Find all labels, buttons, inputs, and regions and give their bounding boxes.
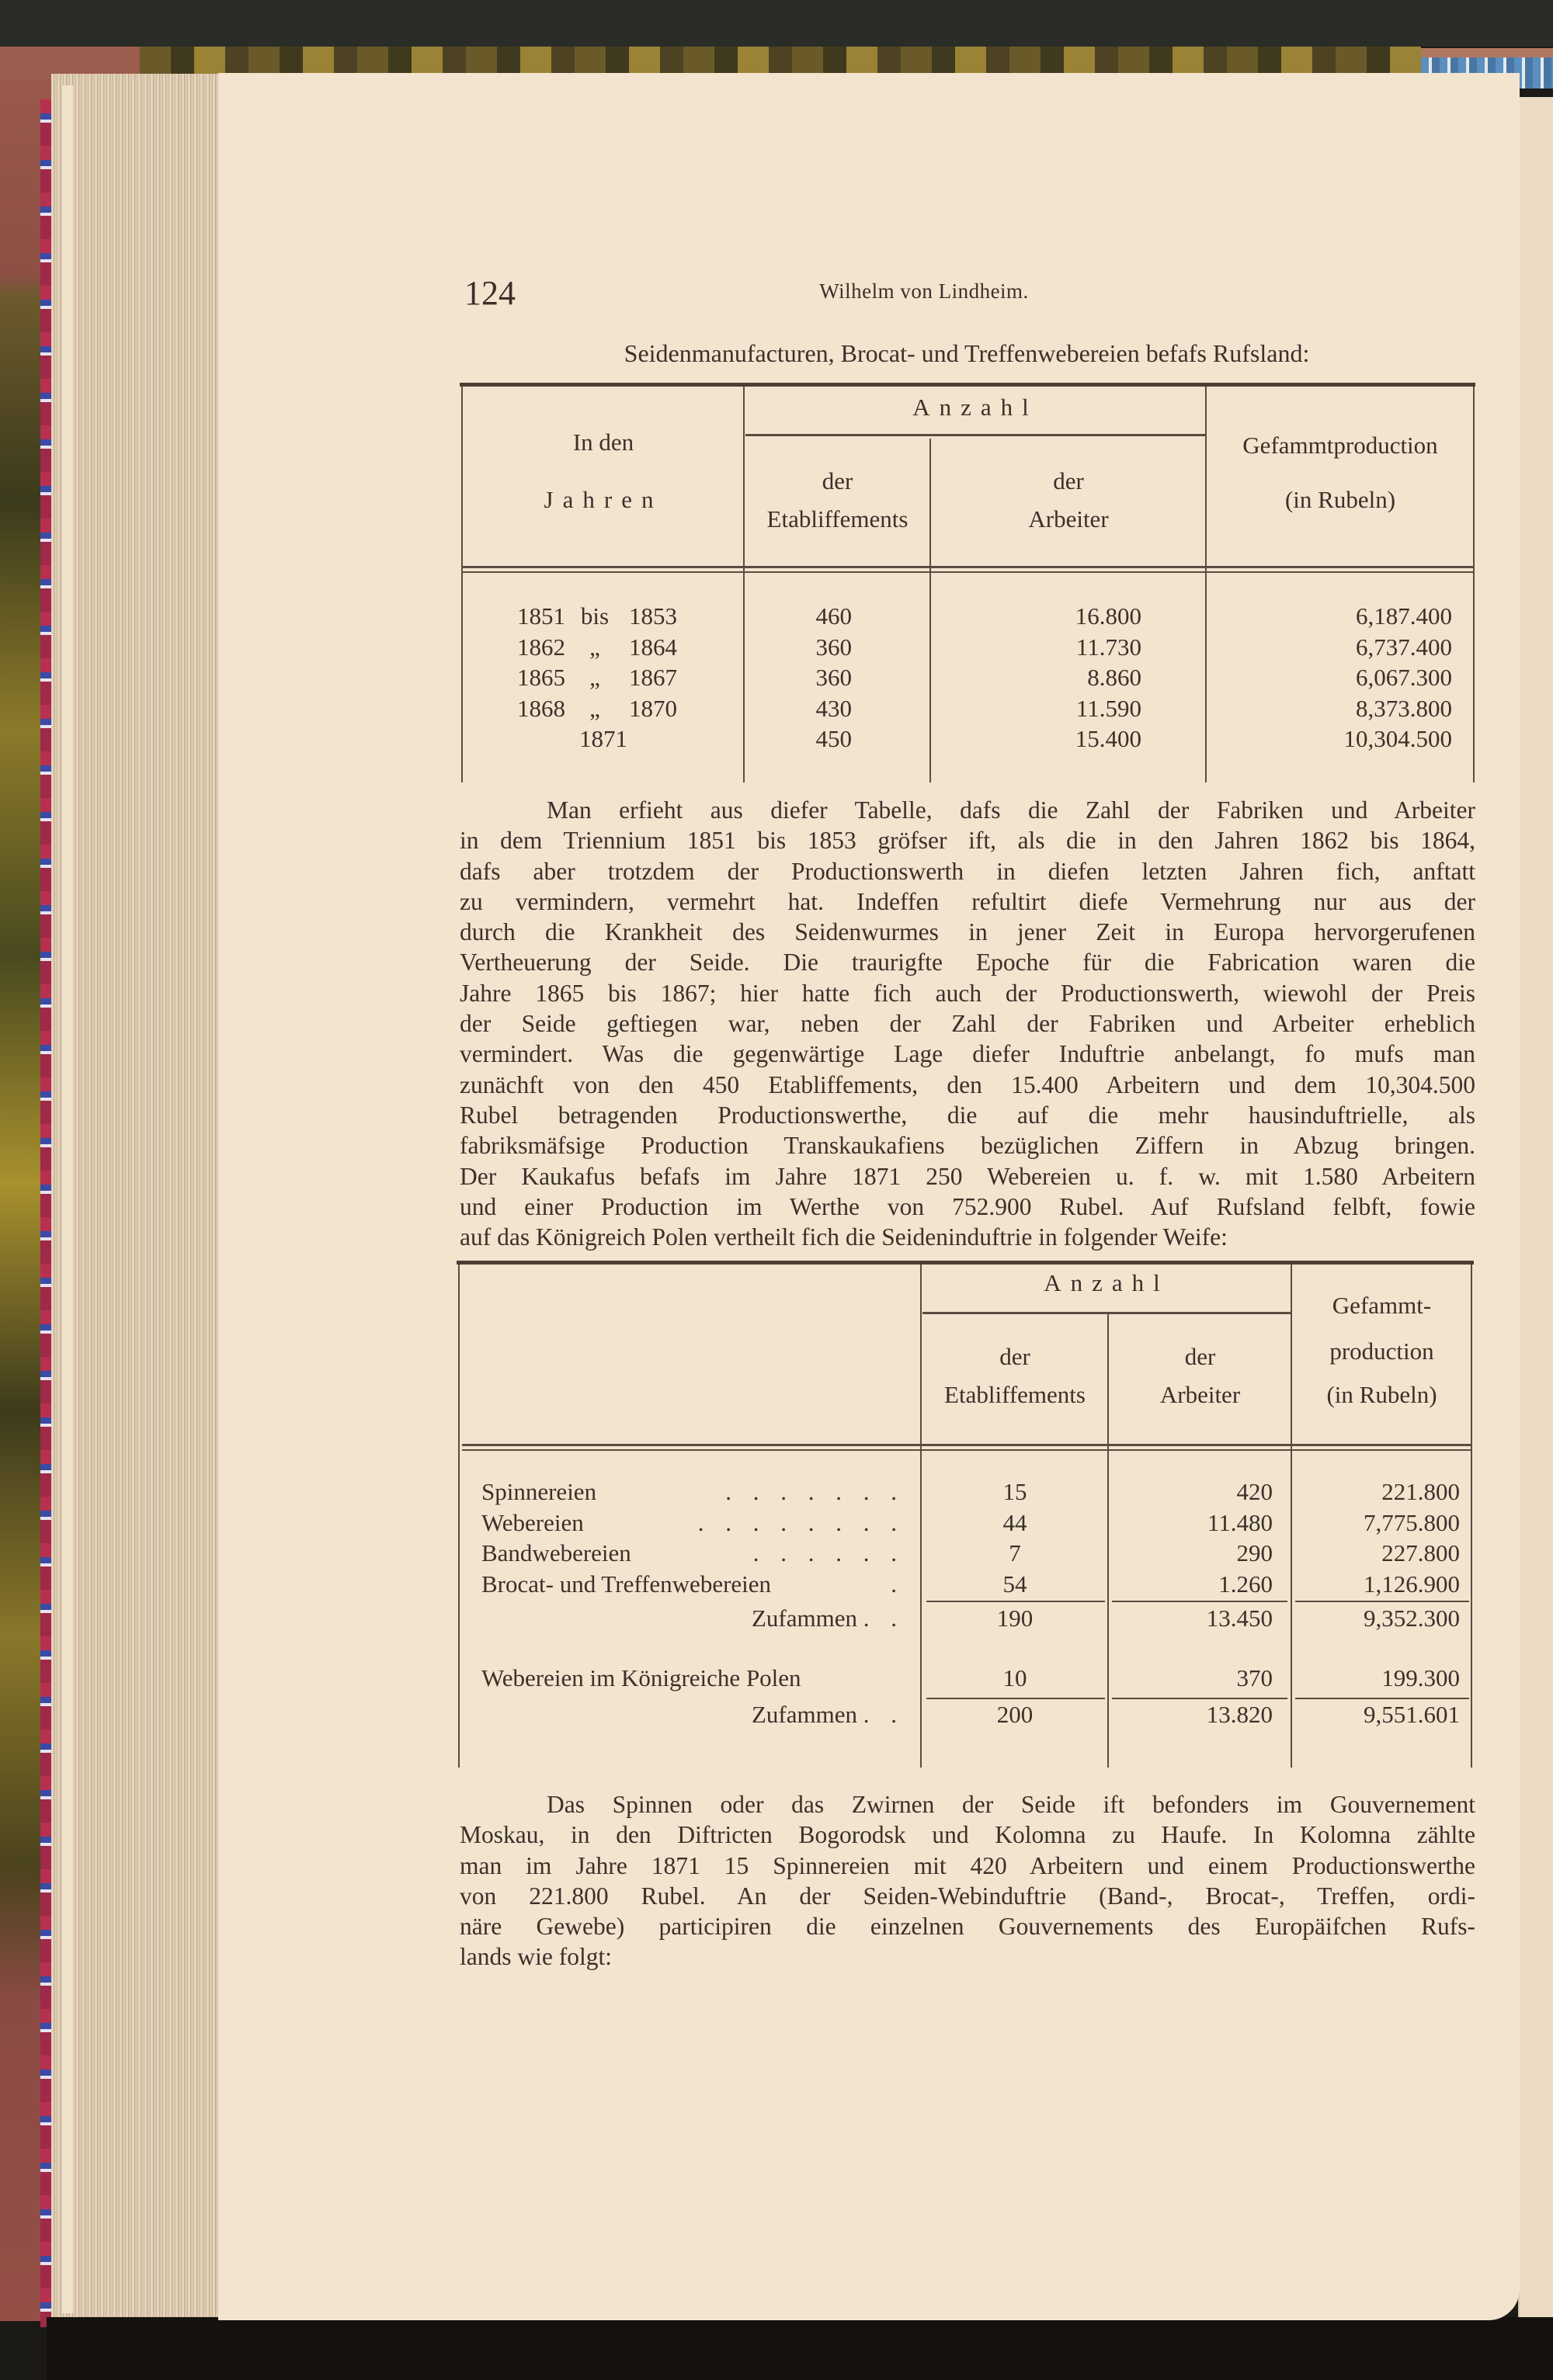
header-production-line1: Gefammtproduction (1242, 432, 1438, 459)
total-rule (1295, 1698, 1469, 1699)
table2-col-divider (1291, 1265, 1292, 1768)
row-production: 9,352.300 (1364, 1605, 1460, 1632)
paragraph-line: Der Kaukafus befafs im Jahre 1871 250 Webereien u. f. w. mit 1.580 Arbeitern (460, 1162, 1475, 1190)
subtotal-rule (1112, 1601, 1287, 1602)
row-production: 9,551.601 (1364, 1701, 1460, 1728)
header-establishments-line2: Etabliffements (766, 505, 909, 533)
header-workers-line1: der (1053, 467, 1084, 494)
row-workers: 13.820 (1206, 1701, 1273, 1728)
row-label-text: Bandwebereien (481, 1539, 631, 1566)
row-workers: 15.400 (1075, 725, 1141, 752)
page-stack-edge (51, 74, 218, 2321)
paragraph-line: in dem Triennium 1851 bis 1853 gröfser ift, als die in den Jahren 1862 bis 1864, (460, 827, 1475, 855)
row-years-to: 1853 (629, 602, 677, 630)
row-years-from: 1868 (517, 694, 565, 722)
row-workers: 11.590 (1075, 694, 1141, 722)
row-years-to: 1867 (629, 664, 677, 691)
t2-header-establishments-line2: Etabliffements (944, 1381, 1086, 1408)
header-years-line2: Jahren (544, 486, 663, 513)
row-leader-dots: . . . . . . . (725, 1478, 905, 1505)
row-label (481, 1664, 905, 1693)
table2-border-left (458, 1265, 460, 1768)
row-establishments: 190 (996, 1605, 1034, 1632)
table2-header-rule (462, 1449, 1471, 1451)
subtotal-rule (1295, 1601, 1469, 1602)
row-production: 199.300 (1381, 1664, 1460, 1691)
paragraph-line: von 221.800 Rubel. An der Seiden-Webinduftrie (Band-, Brocat-, Treffen, ordi- (460, 1882, 1475, 1910)
paragraph-2 (460, 1789, 1475, 1972)
table1-border-left (461, 387, 463, 782)
t2-header-production-line3: (in Rubeln) (1326, 1381, 1437, 1408)
row-years-separator: bis (580, 602, 610, 630)
row-workers: 8.860 (1087, 664, 1141, 691)
table1-top-rule (460, 383, 1475, 387)
row-production: 8,373.800 (1356, 694, 1452, 722)
row-label (481, 1700, 905, 1729)
paragraph-line: lands wie folgt: (460, 1943, 612, 1971)
row-production: 10,304.500 (1343, 725, 1452, 752)
paragraph-1 (460, 795, 1475, 1252)
row-production: 6,067.300 (1356, 664, 1452, 691)
t2-header-workers-line2: Arbeiter (1159, 1381, 1241, 1408)
facing-page-edge (1518, 97, 1553, 2317)
subtotal-rule (926, 1601, 1105, 1602)
row-leader-dots: . . . . . . . . (697, 1508, 905, 1536)
table1-col-divider (929, 439, 931, 782)
total-rule (926, 1698, 1105, 1699)
row-years-from: 1851 (517, 602, 565, 630)
row-workers: 420 (1236, 1478, 1273, 1505)
paragraph-line: Moskau, in den Diftricten Bogorodsk und Kolomna zu Haufe. In Kolomna zählte (460, 1821, 1475, 1849)
row-establishments: 360 (815, 664, 852, 691)
row-establishments: 200 (996, 1701, 1034, 1728)
row-establishments: 7 (1009, 1539, 1021, 1566)
table1-header-rule (463, 571, 1474, 573)
table1-caption: Seidenmanufacturen, Brocat- und Treffenwebereien befafs Rufsland: (624, 339, 1310, 367)
header-count-group: Anzahl (912, 394, 1038, 421)
table2-col-divider (1107, 1314, 1109, 1768)
row-leader-dots: . . . . . . (752, 1539, 905, 1566)
table2-col-divider (920, 1265, 922, 1768)
row-years-separator: „ (589, 694, 600, 722)
row-workers: 370 (1236, 1664, 1273, 1691)
row-label-text: Brocat- und Treffenwebereien (481, 1570, 772, 1598)
row-workers: 11.730 (1075, 633, 1141, 661)
row-years-to: 1870 (629, 694, 677, 722)
row-establishments: 430 (815, 694, 852, 722)
paragraph-line: der Seide geftiegen war, neben der Zahl der Fabriken und Arbeiter erheblich (460, 1010, 1475, 1038)
row-establishments: 44 (1002, 1508, 1027, 1536)
row-years-from: 1865 (517, 664, 565, 691)
row-production: 227.800 (1381, 1539, 1460, 1566)
row-years-to: 1864 (629, 633, 677, 661)
row-production: 221.800 (1381, 1478, 1460, 1505)
paragraph-line: näre Gewebe) participiren die einzelnen Gouvernements des Europäifchen Rufs- (460, 1913, 1475, 1941)
row-label (481, 1570, 905, 1599)
row-label (481, 1604, 905, 1633)
paragraph-line: Rubel betragenden Productionswerthe, die auf die mehr hausinduftrielle, als (460, 1101, 1475, 1129)
header-establishments-line1: der (822, 467, 853, 494)
paragraph-line: und einer Production im Werthe von 752.900 Rubel. Auf Rufsland felbft, fowie (460, 1192, 1475, 1220)
t2-header-production-line1: Gefammt- (1332, 1292, 1432, 1319)
paragraph-line: durch die Krankheit des Seidenwurmes in jener Zeit in Europa hervorgerufenen (460, 918, 1475, 946)
paragraph-line: auf das Königreich Polen vertheilt fich die Seideninduftrie in folgender Weife: (460, 1223, 1228, 1251)
total-rule (1112, 1698, 1287, 1699)
paragraph-line: dafs aber trotzdem der Productionswerth in diefen letzten Jahren fich, anftatt (460, 857, 1475, 885)
row-workers: 16.800 (1075, 602, 1141, 630)
header-production-line2: (in Rubeln) (1284, 486, 1396, 513)
header-years-line1: In den (572, 428, 634, 456)
row-years-separator: „ (589, 633, 600, 661)
row-production: 6,737.400 (1356, 633, 1452, 661)
row-label (481, 1508, 905, 1538)
page-stack-highlight (62, 85, 73, 2313)
row-leader-dots: . (891, 1570, 905, 1598)
t2-header-workers-line1: der (1184, 1343, 1216, 1370)
paragraph-line: Jahre 1865 bis 1867; hier hatte fich auch der Productionswerth, wiewohl der Preis (460, 979, 1475, 1007)
table2-top-rule (457, 1261, 1474, 1265)
row-label-text: Webereien (481, 1508, 584, 1536)
row-workers: 290 (1236, 1539, 1273, 1566)
bookmark-ribbon (40, 99, 51, 2327)
background-top (0, 0, 1553, 47)
paragraph-line: Man erfieht aus diefer Tabelle, dafs die Zahl der Fabriken und Arbeiter (547, 796, 1475, 824)
row-establishments: 460 (815, 602, 852, 630)
row-production: 6,187.400 (1356, 602, 1452, 630)
running-head: Wilhelm von Lindheim. (819, 279, 1029, 303)
row-leader-dots: . . (863, 1605, 905, 1632)
table1-col-divider (743, 387, 745, 782)
paragraph-line: vermindert. Was die gegenwärtige Lage diefer Induftrie anbelangt, fo mufs man (460, 1040, 1475, 1068)
table2-header-rule (462, 1444, 1471, 1446)
table1-header-rule (463, 566, 1474, 568)
row-establishments: 15 (1002, 1478, 1027, 1505)
row-label-text: Spinnereien (481, 1478, 597, 1505)
table1-col-divider (1205, 387, 1207, 782)
row-workers: 11.480 (1207, 1508, 1273, 1536)
table2-group-rule (922, 1312, 1291, 1314)
row-label-text: Webereien im Königreiche Polen (481, 1664, 801, 1691)
background-bottom (47, 2317, 1553, 2380)
page-number: 124 (464, 274, 516, 312)
row-workers: 13.450 (1206, 1605, 1273, 1632)
table1-group-rule (745, 434, 1205, 436)
t2-header-production-line2: production (1329, 1337, 1434, 1365)
row-years: 1871 (579, 725, 627, 752)
paragraph-line: Das Spinnen oder das Zwirnen der Seide ift befonders im Gouvernement (547, 1791, 1475, 1818)
row-label-text: Zufammen (751, 1701, 857, 1728)
row-years-from: 1862 (517, 633, 565, 661)
row-workers: 1.260 (1218, 1570, 1273, 1598)
row-establishments: 54 (1002, 1570, 1027, 1598)
t2-header-count-group: Anzahl (1044, 1269, 1169, 1296)
row-leader-dots: . . (863, 1701, 905, 1728)
table2-border-right (1471, 1265, 1472, 1768)
paragraph-line: fabriksmäfsige Production Transkaukafiens bezüglichen Ziffern in Abzug bringen. (460, 1132, 1475, 1160)
t2-header-establishments-line1: der (999, 1343, 1030, 1370)
header-workers-line2: Arbeiter (1028, 505, 1109, 533)
row-establishments: 450 (815, 725, 852, 752)
row-label-text: Zufammen (751, 1605, 857, 1632)
row-production: 7,775.800 (1364, 1508, 1460, 1536)
row-production: 1,126.900 (1364, 1570, 1460, 1598)
paragraph-line: Vertheuerung der Seide. Die traurigfte Epoche für die Fabrication waren die (460, 949, 1475, 977)
row-establishments: 10 (1002, 1664, 1027, 1691)
paragraph-line: man im Jahre 1871 15 Spinnereien mit 420 Arbeitern und einem Productionswerthe (460, 1851, 1475, 1879)
paragraph-line: zu vermindern, vermehrt hat. Indeffen refultirt diefe Vermehrung nur aus der (460, 887, 1475, 915)
row-years-separator: „ (589, 664, 600, 691)
table1-border-right (1473, 387, 1475, 782)
row-establishments: 360 (815, 633, 852, 661)
row-label (481, 1477, 905, 1507)
paragraph-line: zunächft von den 450 Etabliffements, den 15.400 Arbeitern und dem 10,304.500 (460, 1070, 1475, 1098)
row-label (481, 1539, 905, 1568)
